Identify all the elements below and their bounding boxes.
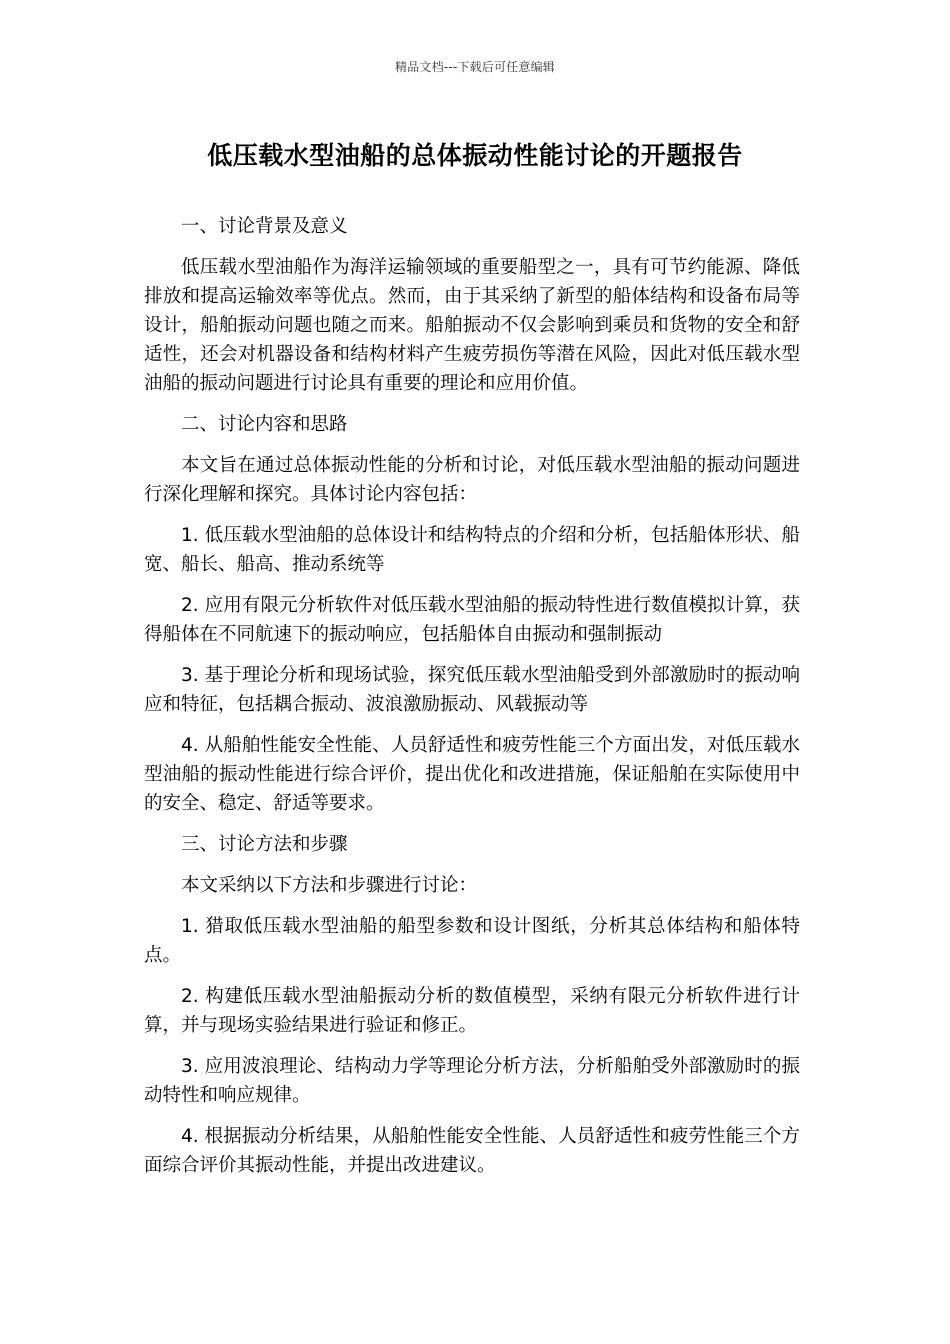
method-list-item-3: 3. 应用波浪理论、结构动力学等理论分析方法，分析船舶受外部激励时的振动特性和响应规律。: [144, 1056, 800, 1106]
content-list-item-4: 4. 从船舶性能安全性能、人员舒适性和疲劳性能三个方面出发，对低压载水型油船的振动性能进行综合评价，提出优化和改进措施，保证船舶在实际使用中的安全、稳定、舒适等要求。: [144, 735, 800, 814]
paragraph-background: 低压载水型油船作为海洋运输领域的重要船型之一，具有可节约能源、降低排放和提高运输效率等优点。然而，由于其采纳了新型的船体结构和设备布局等设计，船舶振动问题也随之而来。船舶振动不仅会影响到乘员和货物的安全和舒适性，还会对机器设备和结构材料产生疲劳损伤等潜在风险，因此对低压载水型油船的振动问题进行讨论具有重要的理论和应用价值。: [144, 257, 800, 394]
document-title: 低压载水型油船的总体振动性能讨论的开题报告: [207, 141, 743, 170]
section-heading-content: 二、讨论内容和思路: [181, 414, 348, 435]
section-heading-background: 一、讨论背景及意义: [181, 216, 348, 237]
method-list-item-1: 1. 猎取低压载水型油船的船型参数和设计图纸，分析其总体结构和船体特点。: [144, 916, 800, 966]
content-list-item-2: 2. 应用有限元分析软件对低压载水型油船的振动特性进行数值模拟计算，获得船体在不同航速下的振动响应，包括船体自由振动和强制振动: [144, 595, 800, 645]
method-list-item-2: 2. 构建低压载水型油船振动分析的数值模型，采纳有限元分析软件进行计算，并与现场实验结果进行验证和修正。: [144, 986, 800, 1036]
paragraph-content-intro: 本文旨在通过总体振动性能的分析和讨论，对低压载水型油船的振动问题进行深化理解和探究。具体讨论内容包括：: [144, 455, 800, 505]
content-list-item-3: 3. 基于理论分析和现场试验，探究低压载水型油船受到外部激励时的振动响应和特征，包括耦合振动、波浪激励振动、风载振动等: [144, 665, 800, 715]
document-body: [144, 212, 800, 1192]
header-note: 精品文档---下载后可任意编辑: [395, 60, 555, 74]
method-list-item-4: 4. 根据振动分析结果，从船舶性能安全性能、人员舒适性和疲劳性能三个方面综合评价其振动性能，并提出改进建议。: [144, 1126, 800, 1176]
paragraph-method-intro: 本文采纳以下方法和步骤进行讨论：: [181, 875, 478, 896]
content-list-item-1: 1. 低压载水型油船的总体设计和结构特点的介绍和分析，包括船体形状、船宽、船长、船高、推动系统等: [144, 525, 800, 575]
section-heading-method: 三、讨论方法和步骤: [181, 834, 348, 855]
